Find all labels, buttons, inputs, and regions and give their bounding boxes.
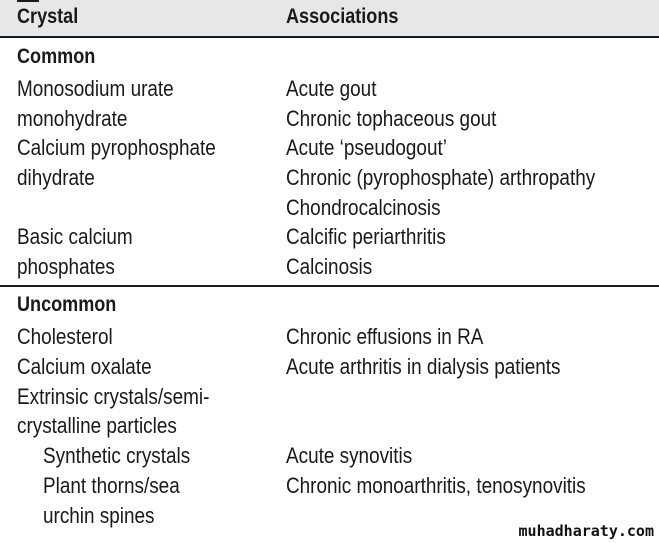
crystal-subcell: Synthetic crystals (43, 443, 191, 468)
crystal-subcell: Plant thorns/sea (43, 473, 180, 498)
crystal-cell: Monosodium urate (17, 76, 174, 101)
association-cell: Acute gout (286, 76, 377, 101)
crystal-subcell: urchin spines (43, 503, 155, 528)
section-title-common: Common (17, 45, 96, 68)
association-cell: Calcific periarthritis (286, 224, 446, 249)
association-cell: Chondrocalcinosis (286, 195, 441, 220)
crystal-cell: Calcium oxalate (17, 354, 152, 379)
association-cell: Chronic tophaceous gout (286, 106, 497, 131)
association-cell: Acute ‘pseudogout’ (286, 135, 447, 160)
association-cell: Chronic (pyrophosphate) arthropathy (286, 165, 596, 190)
header-tab-mark (17, 0, 39, 2)
column-header-associations: Associations (286, 5, 399, 28)
section-rule (0, 285, 659, 287)
crystal-cell: Cholesterol (17, 324, 113, 349)
crystal-cell: Basic calcium (17, 224, 133, 249)
column-header-crystal: Crystal (17, 5, 79, 28)
crystal-cell: dihydrate (17, 165, 95, 190)
association-cell: Acute arthritis in dialysis patients (286, 354, 561, 379)
crystal-cell: phosphates (17, 254, 115, 279)
crystal-cell: Extrinsic crystals/semi- (17, 384, 210, 409)
association-cell: Calcinosis (286, 254, 373, 279)
watermark-text: muhadharaty.com (518, 522, 654, 540)
association-cell: Chronic monoarthritis, tenosynovitis (286, 473, 586, 498)
header-rule (0, 36, 659, 38)
crystal-cell: Calcium pyrophosphate (17, 135, 216, 160)
crystal-cell: monohydrate (17, 106, 128, 131)
crystal-cell: crystalline particles (17, 413, 177, 438)
association-cell: Acute synovitis (286, 443, 413, 468)
section-title-uncommon: Uncommon (17, 293, 117, 316)
association-cell: Chronic effusions in RA (286, 324, 484, 349)
